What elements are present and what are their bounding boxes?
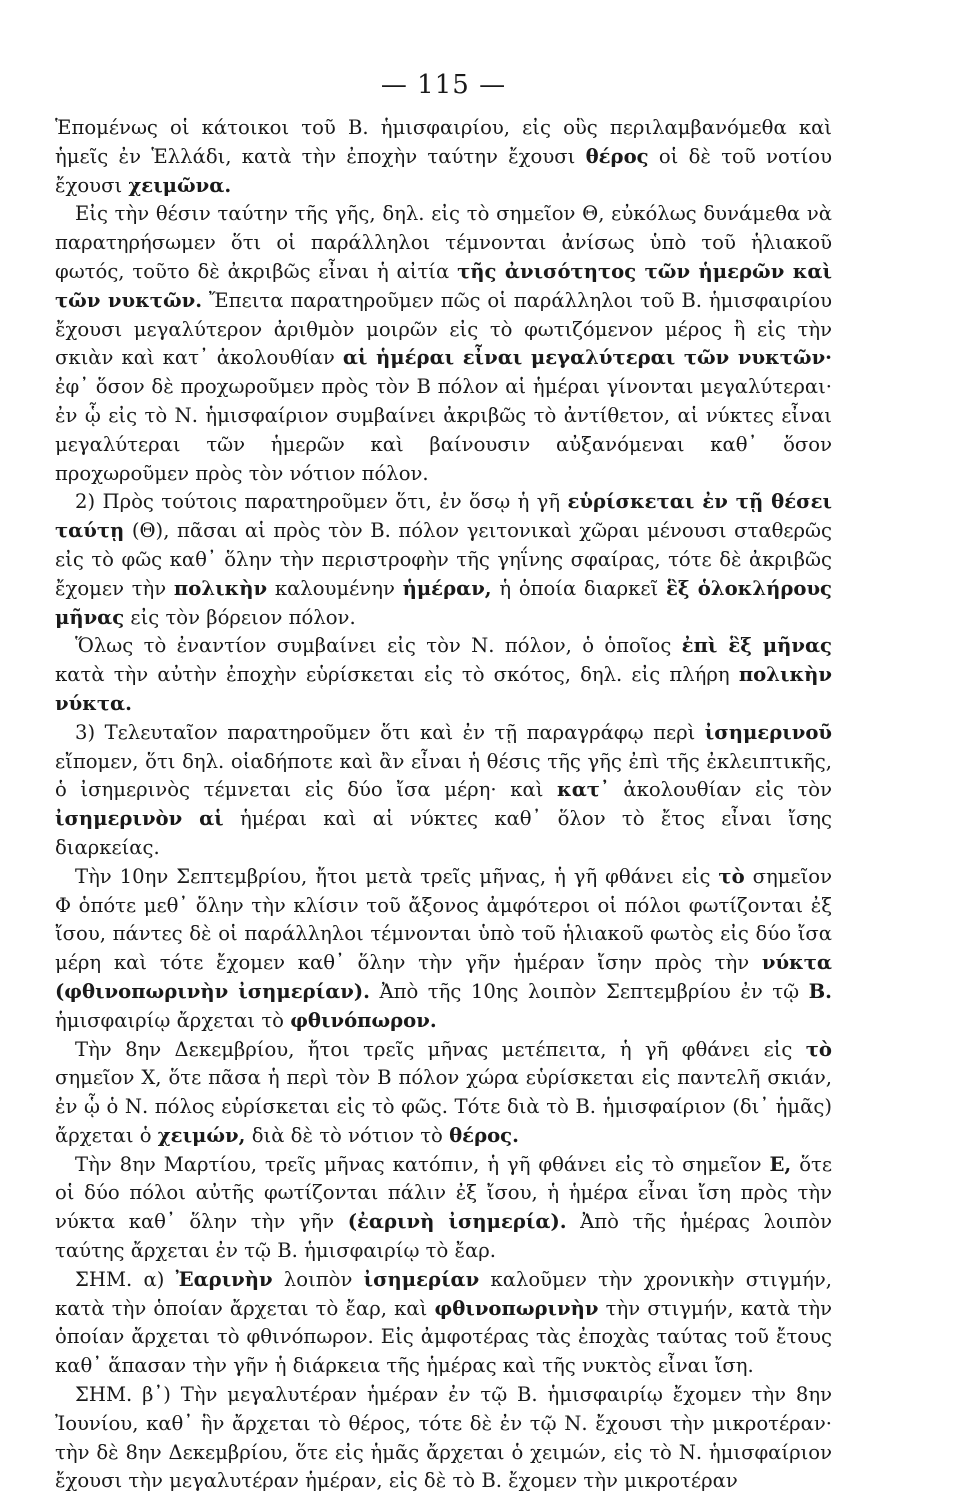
bold-text-segment: τὸ <box>718 864 745 888</box>
bold-text-segment: κατ᾽ <box>557 778 610 802</box>
text-segment: (Θ), πᾶσαι αἱ πρὸς τὸν Β. πόλον γειτονικαὶ χῶραι μένουσι σταθερῶς εἰς τὸ φῶς καθ᾽ ὅλην τὴν περιστροφὴν τῆς γηΐνης σφαίρας, τότε δὲ ἀκριβῶς ἔχομεν τὴν <box>55 519 832 600</box>
text-segment: εἰς τὸν βόρειον πόλον. <box>124 605 356 629</box>
paragraph-p9 <box>55 1266 832 1381</box>
text-segment: τὴν στιγμήν, κατὰ τὴν ὁποίαν ἄρχεται τὸ φθινόπωρον. Εἰς ἀμφοτέρας τὰς ἐποχὰς ταύτας τοῦ ἔτους καθ᾽ ἅπασαν τὴν γῆν ἡ διάρκεια τῆς ἡμέρας καὶ τῆς νυκτὸς εἶναι ἴση. <box>55 1296 832 1378</box>
text-segment: Ὅλως τὸ ἐναντίον συμβαίνει εἰς τὸν Ν. πόλον, ὁ ὁποῖος <box>75 634 682 658</box>
text-segment: διὰ δὲ τὸ νότιον τὸ <box>245 1123 450 1147</box>
bold-text-segment: Ἐαρινὴν <box>175 1267 273 1291</box>
bold-text-segment: Β. <box>808 979 832 1003</box>
paragraph-p6 <box>55 863 832 1036</box>
bold-text-segment: (ἐαρινὴ ἰσημερία). <box>347 1210 567 1234</box>
text-segment: Τὴν 8ην Μαρτίου, τρεῖς μῆνας κατόπιν, ἡ γῆ φθάνει εἰς τὸ σημεῖον <box>75 1152 770 1176</box>
paragraph-p3 <box>55 488 832 632</box>
paragraph-p5 <box>55 719 832 863</box>
bold-text-segment: πολικὴν <box>173 576 268 600</box>
body-text <box>55 114 832 1496</box>
bold-text-segment: νύκτα (φθινοπωρινὴν ἰσημερίαν). <box>55 951 832 1003</box>
text-segment: ὅτε οἱ δύο πόλοι αὐτῆς φωτίζονται πάλιν ἐξ ἴσου, ἡ ἡμέρα εἶναι ἴση πρὸς τὴν νύκτα καθ᾽ ὅλην τὴν γῆν <box>55 1152 832 1234</box>
text-segment: καλουμένην <box>267 576 403 600</box>
text-segment: ἡμέραι καὶ αἱ νύκτες καθ᾽ ὅλον τὸ ἔτος εἶναι ἴσης διαρκείας. <box>55 807 832 859</box>
bold-text-segment: ἰσημερινοῦ <box>704 720 832 744</box>
bold-text-segment: χειμών, <box>157 1123 246 1147</box>
bold-text-segment: φθινοπωρινὴν <box>434 1296 599 1320</box>
paragraph-p10 <box>55 1381 832 1496</box>
text-segment: κατὰ τὴν αὐτὴν ἐποχὴν εὑρίσκεται εἰς τὸ σκότος, δηλ. εἰς πλήρη <box>55 663 739 687</box>
paragraph-p4 <box>55 632 832 718</box>
bold-text-segment: φθινόπωρον. <box>290 1008 437 1032</box>
page-number: — 115 — <box>380 70 507 100</box>
bold-text-segment: ἰσημερίαν <box>363 1267 480 1291</box>
text-segment: 3) Τελευταῖον παρατηροῦμεν ὅτι καὶ ἐν τῇ παραγράφῳ περὶ <box>75 720 705 744</box>
text-segment: ἀκολουθίαν εἰς τὸν <box>609 778 833 802</box>
text-segment: ΣΗΜ. α) <box>75 1267 176 1291</box>
text-segment: λοιπὸν <box>272 1267 364 1291</box>
text-segment: Ἀπὸ τῆς 10ης λοιπὸν Σεπτεμβρίου ἐν τῷ <box>369 979 809 1003</box>
bold-text-segment: πολικὴν νύκτα. <box>55 663 832 715</box>
text-segment: Ἑπομένως οἱ κάτοικοι τοῦ Β. ἡμισφαιρίου, εἰς οὓς περιλαμβανόμεθα καὶ ἡμεῖς ἐν Ἑλλάδι, κατὰ τὴν ἐποχὴν ταύτην ἔχουσι <box>55 116 832 168</box>
text-segment: Τὴν 8ην Δεκεμβρίου, ἤτοι τρεῖς μῆνας μετέπειτα, ἡ γῆ φθάνει εἰς <box>75 1037 806 1061</box>
bold-text-segment: θέρος. <box>449 1123 519 1147</box>
paragraph-p8 <box>55 1151 832 1266</box>
bold-text-segment: ἰσημερινὸν αἱ <box>55 807 224 831</box>
bold-text-segment: αἱ ἡμέραι εἶναι μεγαλύτεραι τῶν νυκτῶν· <box>342 346 833 370</box>
text-segment: Εἰς τὴν θέσιν ταύτην τῆς γῆς, δηλ. εἰς τὸ σημεῖον Θ, εὐκόλως δυνάμεθα νὰ παρατηρήσωμεν ὅτι οἱ παράλληλοι τέμνονται ἀνίσως ὑπὸ τοῦ ἡλιακοῦ φωτός, τοῦτο δὲ ἀκριβῶς εἶναι ἡ αἰτία <box>55 202 832 283</box>
text-segment: σημεῖον Χ, ὅτε πᾶσα ἡ περὶ τὸν Β πόλον χώρα εὑρίσκεται εἰς παντελῆ σκιάν, ἐν ᾧ ὁ Ν. πόλος εὑρίσκεται εἰς τὸ φῶς. Τότε διὰ τὸ Β. ἡμισφαίριον (δι᾽ ἡμᾶς) ἄρχεται ὁ <box>55 1066 832 1147</box>
paragraph-p2 <box>55 200 832 488</box>
text-segment: οἱ δὲ τοῦ νοτίου ἔχουσι <box>55 144 832 197</box>
paragraph-p7 <box>55 1036 832 1151</box>
text-segment: Ἔπειτα παρατηροῦμεν πῶς οἱ παράλληλοι τοῦ Β. ἡμισφαιρίου ἔχουσι μεγαλύτερον ἀριθμὸν μοιρῶν εἰς τὸ φωτιζόμενον μέρος ἢ εἰς τὴν σκιὰν καὶ κατ᾽ ἀκολουθίαν <box>55 288 832 370</box>
text-segment: ἡ ὁποία διαρκεῖ <box>491 576 666 600</box>
paragraph-p1 <box>55 114 832 200</box>
bold-text-segment: θέρος <box>585 144 649 168</box>
bold-text-segment: ἐπὶ ἓξ μῆνας <box>681 634 832 658</box>
text-segment: 2) Πρὸς τούτοις παρατηροῦμεν ὅτι, ἐν ὅσῳ ἡ γῆ <box>75 490 568 514</box>
bold-text-segment: τὸ <box>805 1037 832 1061</box>
text-segment: ΣΗΜ. β᾽) Τὴν μεγαλυτέραν ἡμέραν ἐν τῷ Β. ἡμισφαιρίῳ ἔχομεν τὴν 8ην Ἰουνίου, καθ᾽ ἣν ἄρχεται τὸ θέρος, τότε δὲ ἐν τῷ Ν. ἔχουσι τὴν μικροτέραν· τὴν δὲ 8ην Δεκεμβρίου, ὅτε εἰς ἡμᾶς ἄρχεται ὁ χειμών, εἰς τὸ Ν. ἡμισφαίριον ἔχουσι τὴν μεγαλυτέραν ἡμέραν, εἰς δὲ τὸ Β. ἔχομεν τὴν μικροτέραν <box>55 1383 832 1493</box>
bold-text-segment: χειμῶνα. <box>128 173 232 197</box>
text-segment: ἡμισφαιρίῳ ἄρχεται τὸ <box>55 1008 291 1032</box>
text-segment: καλοῦμεν τὴν χρονικὴν στιγμήν, κατὰ τὴν ὁποίαν ἄρχεται τὸ ἔαρ, καὶ <box>55 1267 832 1320</box>
bold-text-segment: ἓξ ὁλοκλήρους μῆνας <box>55 576 832 629</box>
text-segment: Ἀπὸ τῆς ἡμέρας λοιπὸν ταύτης ἄρχεται ἐν τῷ Β. ἡμισφαιρίῳ τὸ ἔαρ. <box>55 1210 832 1263</box>
text-segment: σημεῖον Φ ὁπότε μεθ᾽ ὅλην τὴν κλίσιν τοῦ ἄξονος ἀμφότεροι οἱ πόλοι φωτίζονται ἐξ ἴσου, πάντες δὲ οἱ παράλληλοι τέμνονται ὑπὸ τοῦ ἡλιακοῦ φωτὸς εἰς δύο ἴσα μέρη καὶ τότε ἔχομεν καθ᾽ ὅλην τὴν γῆν ἡμέραν ἴσην πρὸς τὴν <box>55 864 833 975</box>
text-segment: εἴπομεν, ὅτι δηλ. οἱαδήποτε καὶ ἂν εἶναι ἡ θέσις τῆς γῆς ἐπὶ τῆς ἐκλειπτικῆς, ὁ ἰσημερινὸς τέμνεται εἰς δύο ἴσα μέρη· καὶ <box>55 749 832 802</box>
bold-text-segment: ἡμέραν, <box>402 576 492 600</box>
bold-text-segment: εὑρίσκεται ἐν τῇ θέσει ταύτῃ <box>55 490 832 543</box>
text-segment: Τὴν 10ην Σεπτεμβρίου, ἤτοι μετὰ τρεῖς μῆνας, ἡ γῆ φθάνει εἰς <box>75 864 719 888</box>
bold-text-segment: Ε, <box>769 1152 792 1176</box>
text-segment: ἐφ᾽ ὅσον δὲ προχωροῦμεν πρὸς τὸν Β πόλον αἱ ἡμέραι γίνονται μεγαλύτεραι· ἐν ᾧ εἰς τὸ Ν. ἡμισφαίριον συμβαίνει ἀκριβῶς τὸ ἀντίθετον, αἱ νύκτες εἶναι μεγαλύτεραι τῶν ἡμερῶν καὶ βαίνουσιν αὐξανόμεναι καθ᾽ ὅσον προχωροῦμεν πρὸς τὸν νότιον πόλον. <box>55 375 832 485</box>
bold-text-segment: τῆς ἀνισότητος τῶν ἡμερῶν καὶ τῶν νυκτῶν. <box>55 259 832 312</box>
